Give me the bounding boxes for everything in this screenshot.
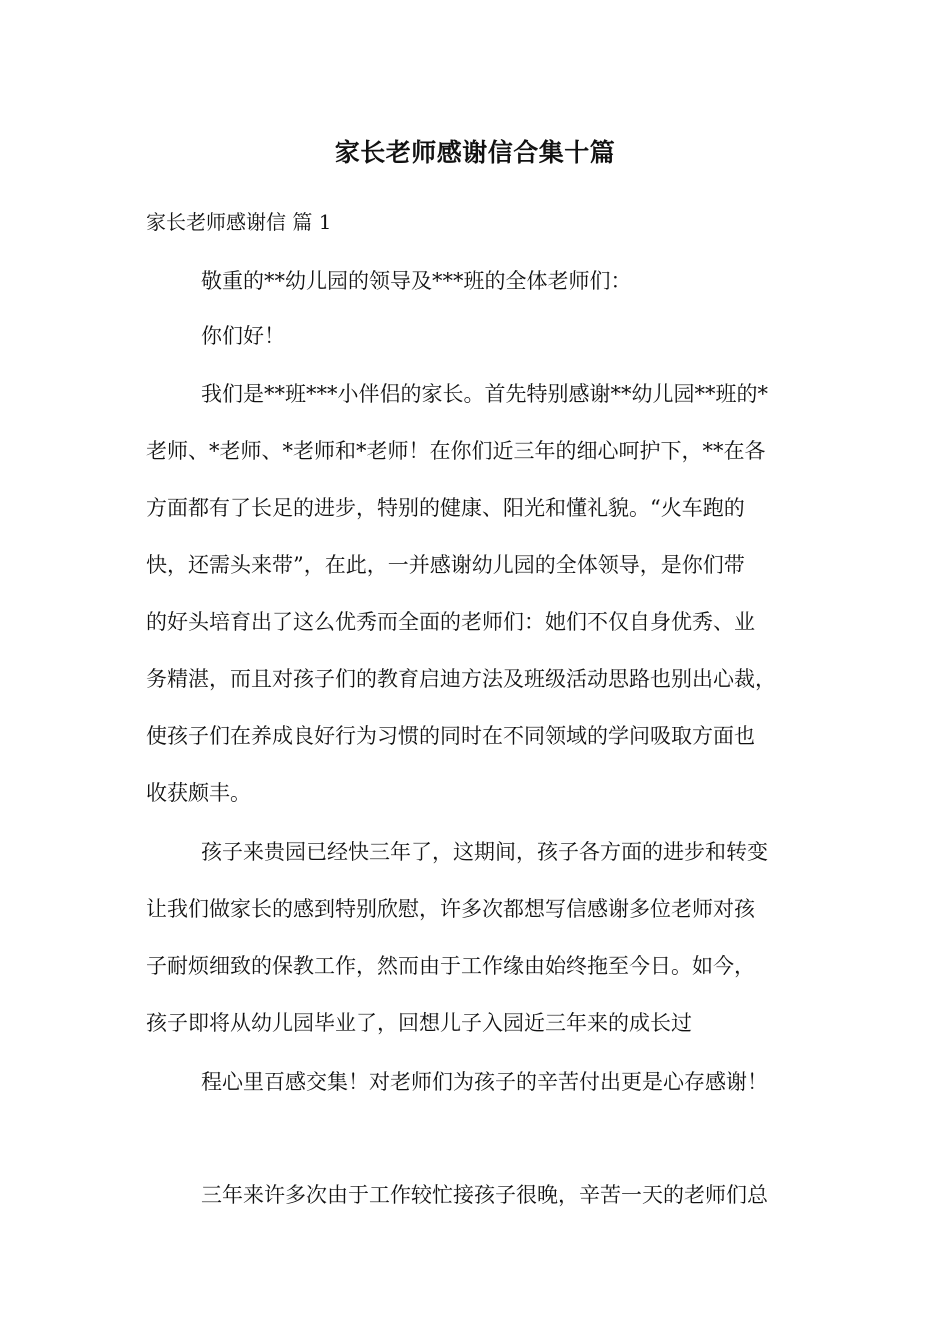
paragraph-line: 方面都有了长足的进步，特别的健康、阳光和懂礼貌。“火车跑的	[146, 496, 745, 520]
paragraph-line: 的好头培育出了这么优秀而全面的老师们：她们不仅自身优秀、业	[146, 610, 755, 634]
paragraph-line: 孩子来贵园已经快三年了，这期间，孩子各方面的进步和转变	[201, 840, 768, 864]
paragraph-line: 收获颇丰。	[146, 781, 251, 805]
paragraph-line: 使孩子们在养成良好行为习惯的同时在不同领域的学问吸取方面也	[146, 724, 755, 748]
paragraph-line: 孩子即将从幼儿园毕业了，回想儿子入园近三年来的成长过	[146, 1011, 692, 1035]
paragraph-line: 务精湛，而且对孩子们的教育启迪方法及班级活动思路也别出心裁，	[146, 667, 776, 691]
paragraph-line-salutation: 敬重的**幼儿园的领导及***班的全体老师们：	[201, 269, 632, 293]
paragraph-line: 三年来许多次由于工作较忙接孩子很晚，辛苦一天的老师们总	[201, 1183, 768, 1207]
paragraph-line: 快，还需头来带”，在此，一并感谢幼儿园的全体领导，是你们带	[146, 553, 745, 577]
section-heading: 家长老师感谢信 篇 1	[146, 210, 332, 234]
paragraph-line: 老师、*老师、*老师和*老师！在你们近三年的细心呵护下，**在各	[146, 439, 766, 463]
paragraph-line: 让我们做家长的感到特别欣慰，许多次都想写信感谢多位老师对孩	[146, 897, 755, 921]
paragraph-line: 程心里百感交集！对老师们为孩子的辛苦付出更是心存感谢！	[201, 1070, 768, 1094]
paragraph-line-greeting: 你们好！	[201, 324, 285, 348]
paragraph-line: 我们是**班***小伴侣的家长。首先特别感谢**幼儿园**班的*	[201, 382, 768, 406]
paragraph-line: 子耐烦细致的保教工作，然而由于工作缘由始终拖至今日。如今，	[146, 954, 755, 978]
document-title: 家长老师感谢信合集十篇	[334, 138, 616, 167]
